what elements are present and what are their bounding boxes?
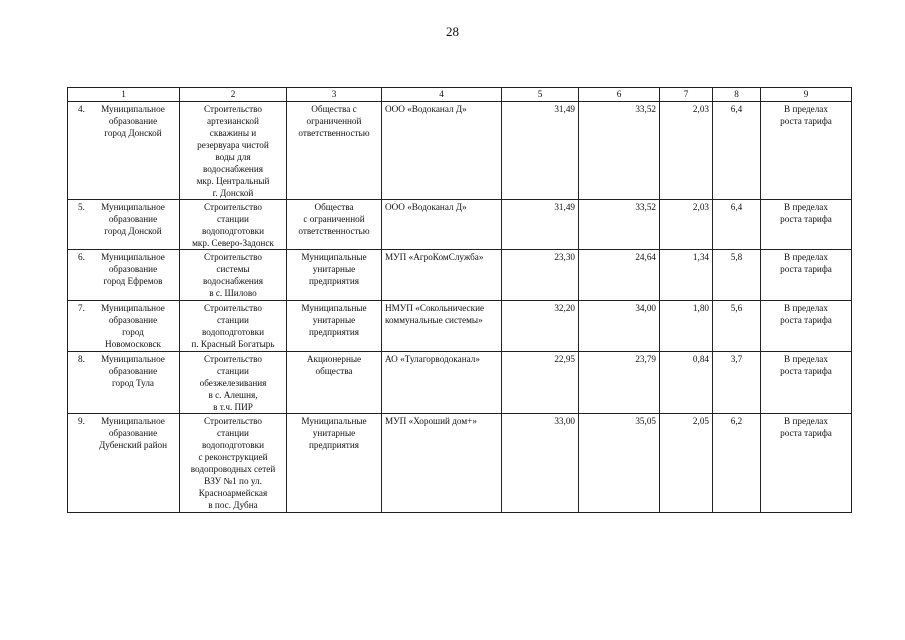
value-col8-cell: 6,2 xyxy=(713,414,761,513)
project-cell: Строительство станции водоподготовки п. Красный Богатырь xyxy=(180,301,287,352)
table-row xyxy=(68,352,852,414)
org-name-cell: МУП «Хороший дом+» xyxy=(382,414,502,513)
org-type-cell: Муниципальные унитарные предприятия xyxy=(287,301,382,352)
tariff-table xyxy=(67,87,852,513)
note-cell: В пределах роста тарифа xyxy=(761,414,852,513)
project-cell: Строительство станции обезжелезивания в с. Алешня, в т.ч. ПИР xyxy=(180,352,287,414)
municipality-name: Муниципальное образование город Донской xyxy=(101,202,165,236)
value-col6-cell: 33,52 xyxy=(579,102,660,200)
column-header: 4 xyxy=(382,88,502,102)
org-name-cell: ООО «Водоканал Д» xyxy=(382,200,502,250)
table-header-row xyxy=(68,88,852,102)
value-col8-cell: 5,6 xyxy=(713,301,761,352)
project-cell: Строительство станции водоподготовки мкр. Северо-Задонск xyxy=(180,200,287,250)
org-name-cell: МУП «АгроКомСлужба» xyxy=(382,250,502,301)
value-col5-cell: 31,49 xyxy=(502,200,579,250)
row-number: 8. xyxy=(78,354,85,364)
value-col5-cell: 31,49 xyxy=(502,102,579,200)
municipality-cell xyxy=(68,301,180,352)
org-name-cell: НМУП «Сокольнические коммунальные системы» xyxy=(382,301,502,352)
value-col6-cell: 23,79 xyxy=(579,352,660,414)
value-col8-cell: 6,4 xyxy=(713,102,761,200)
org-name-cell: ООО «Водоканал Д» xyxy=(382,102,502,200)
value-col7-cell: 1,80 xyxy=(660,301,713,352)
value-col8-cell: 3,7 xyxy=(713,352,761,414)
municipality-cell xyxy=(68,250,180,301)
table-row xyxy=(68,414,852,513)
value-col5-cell: 33,00 xyxy=(502,414,579,513)
value-col7-cell: 2,03 xyxy=(660,200,713,250)
value-col6-cell: 24,64 xyxy=(579,250,660,301)
municipality-name: Муниципальное образование город Тула xyxy=(101,354,165,388)
org-type-cell: Муниципальные унитарные предприятия xyxy=(287,250,382,301)
municipality-name: Муниципальное образование город Новомосковск xyxy=(101,303,165,349)
project-cell: Строительство станции водоподготовки с реконструкцией водопроводных сетей ВЗУ №1 по ул. Красноармейская в пос. Дубна xyxy=(180,414,287,513)
municipality-cell xyxy=(68,414,180,513)
municipality-cell xyxy=(68,352,180,414)
value-col8-cell: 5,8 xyxy=(713,250,761,301)
value-col5-cell: 23,30 xyxy=(502,250,579,301)
value-col8-cell: 6,4 xyxy=(713,200,761,250)
table-row xyxy=(68,301,852,352)
note-cell: В пределах роста тарифа xyxy=(761,250,852,301)
note-cell: В пределах роста тарифа xyxy=(761,102,852,200)
municipality-name: Муниципальное образование город Донской xyxy=(101,104,165,138)
note-cell: В пределах роста тарифа xyxy=(761,301,852,352)
municipality-cell xyxy=(68,102,180,200)
org-type-cell: Акционерные общества xyxy=(287,352,382,414)
row-number: 7. xyxy=(78,303,85,313)
municipality-name: Муниципальное образование город Ефремов xyxy=(101,252,165,286)
column-header: 6 xyxy=(579,88,660,102)
value-col6-cell: 34,00 xyxy=(579,301,660,352)
row-number: 4. xyxy=(78,104,85,114)
value-col7-cell: 1,34 xyxy=(660,250,713,301)
org-type-cell: Муниципальные унитарные предприятия xyxy=(287,414,382,513)
note-cell: В пределах роста тарифа xyxy=(761,352,852,414)
row-number: 9. xyxy=(78,416,85,426)
value-col6-cell: 33,52 xyxy=(579,200,660,250)
project-cell: Строительство системы водоснабжения в с. Шилово xyxy=(180,250,287,301)
page-number: 28 xyxy=(446,24,459,39)
table-row xyxy=(68,200,852,250)
org-type-cell: Общества с ограниченной ответственностью xyxy=(287,200,382,250)
value-col5-cell: 22,95 xyxy=(502,352,579,414)
municipality-name: Муниципальное образование Дубенский район xyxy=(98,416,168,450)
municipality-cell xyxy=(68,200,180,250)
table-row xyxy=(68,250,852,301)
value-col6-cell: 35,05 xyxy=(579,414,660,513)
column-header: 5 xyxy=(502,88,579,102)
value-col7-cell: 0,84 xyxy=(660,352,713,414)
table-row xyxy=(68,102,852,200)
row-number: 5. xyxy=(78,202,85,212)
column-header: 8 xyxy=(713,88,761,102)
org-type-cell: Общества с ограниченной ответственностью xyxy=(287,102,382,200)
column-header: 2 xyxy=(180,88,287,102)
value-col5-cell: 32,20 xyxy=(502,301,579,352)
column-header: 7 xyxy=(660,88,713,102)
note-cell: В пределах роста тарифа xyxy=(761,200,852,250)
column-header: 3 xyxy=(287,88,382,102)
column-header: 1 xyxy=(68,88,180,102)
project-cell: Строительство артезианской скважины и резервуара чистой воды для водоснабжения мкр. Центральный г. Донской xyxy=(180,102,287,200)
column-header: 9 xyxy=(761,88,852,102)
org-name-cell: АО «Тулагорводоканал» xyxy=(382,352,502,414)
value-col7-cell: 2,03 xyxy=(660,102,713,200)
row-number: 6. xyxy=(78,252,85,262)
value-col7-cell: 2,05 xyxy=(660,414,713,513)
